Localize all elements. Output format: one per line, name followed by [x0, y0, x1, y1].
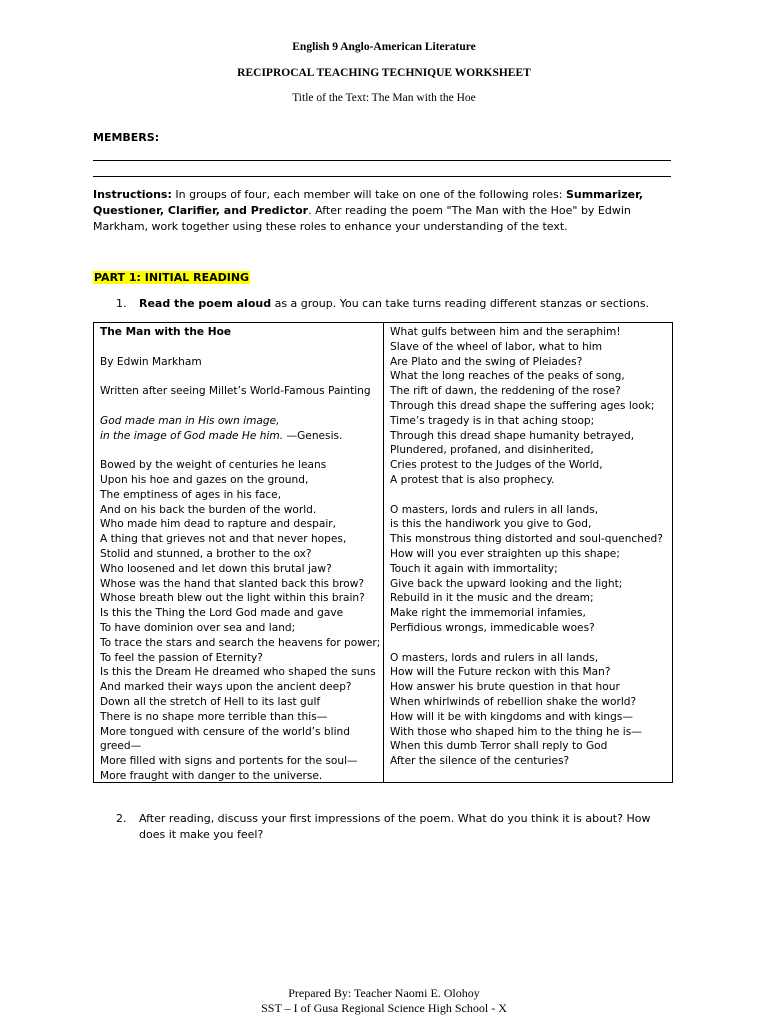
poem-line: Cries protest to the Judges of the World,	[390, 459, 603, 472]
poem-epigraph-line-2: in the image of God made He him. —Genesis.	[100, 429, 343, 442]
list-item-2-number: 2.	[116, 812, 127, 825]
poem-line: More fraught with danger to the universe.	[100, 769, 323, 782]
instructions-text-2: . After reading the poem "The Man with the Hoe" by Edwin Markham, work together using these roles to enhance your understanding of the text.	[93, 204, 631, 233]
instructions-paragraph	[93, 187, 673, 235]
poem-subtitle: Written after seeing Millet’s World-Famous Painting	[100, 385, 371, 398]
members-line-1	[93, 160, 671, 161]
poem-line: And marked their ways upon the ancient deep?	[100, 681, 352, 694]
poem-title: The Man with the Hoe	[100, 326, 232, 338]
poem-left-column	[100, 325, 382, 784]
poem-line: How answer his brute question in that hour	[390, 681, 620, 694]
poem-line: After the silence of the centuries?	[390, 755, 570, 768]
poem-line: A protest that is also prophecy.	[390, 473, 555, 486]
instructions-roles: Summarizer, Questioner, Clarifier, and Predictor	[93, 188, 644, 217]
poem-line: With those who shaped him to the thing he is—	[390, 725, 642, 738]
poem-line: The rift of dawn, the reddening of the rose?	[390, 385, 621, 398]
list-item-1-text: as a group. You can take turns reading different stanzas or sections.	[271, 297, 650, 310]
list-item-2-text: After reading, discuss your first impressions of the poem. What do you think it is about? How does it make you feel?	[139, 812, 651, 841]
poem-line: The emptiness of ages in his face,	[100, 488, 282, 501]
poem-line: Time’s tragedy is in that aching stoop;	[390, 414, 595, 427]
poem-line: Is this the Dream He dreamed who shaped the suns	[100, 666, 376, 679]
poem-line: To feel the passion of Eternity?	[100, 651, 263, 664]
list-item-1-bold: Read the poem aloud	[139, 297, 272, 310]
poem-line: How will you ever straighten up this shape;	[390, 547, 620, 560]
poem-right-stanza-1	[390, 325, 672, 488]
poem-line: Whose breath blew out the light within this brain?	[100, 592, 365, 605]
poem-line: Bowed by the weight of centuries he leans	[100, 459, 327, 472]
members-line-2	[93, 176, 671, 177]
poem-left-stanza	[100, 458, 382, 784]
poem-author: By Edwin Markham	[100, 355, 202, 368]
footer-prepared-by: Prepared By: Teacher Naomi E. Olohoy	[288, 986, 480, 1000]
poem-line: Perfidious wrongs, immedicable woes?	[390, 621, 595, 634]
poem-line: When this dumb Terror shall reply to God	[390, 740, 608, 753]
list-item-1-number: 1.	[116, 297, 127, 310]
poem-line: Down all the stretch of Hell to its last gulf	[100, 695, 321, 708]
poem-line: Through this dread shape the suffering ages look;	[390, 399, 655, 412]
poem-line: Are Plato and the swing of Pleiades?	[390, 355, 583, 368]
poem-line: And on his back the burden of the world.	[100, 503, 317, 516]
poem-line: To trace the stars and search the heavens for power;	[100, 636, 381, 649]
poem-line: This monstrous thing distorted and soul-quenched?	[390, 533, 663, 546]
poem-line: Touch it again with immortality;	[390, 562, 558, 575]
footer-school: SST – I of Gusa Regional Science High School - X	[261, 1001, 507, 1015]
poem-line: How will it be with kingdoms and with kings—	[390, 710, 633, 723]
poem-line: To have dominion over sea and land;	[100, 621, 296, 634]
poem-right-stanza-3	[390, 651, 672, 769]
poem-line: When whirlwinds of rebellion shake the world?	[390, 695, 637, 708]
poem-line: More tongued with censure of the world’s blind	[100, 725, 350, 738]
poem-line: Upon his hoe and gazes on the ground,	[100, 473, 309, 486]
poem-line: greed—	[100, 740, 142, 753]
poem-line: What gulfs between him and the seraphim!	[390, 326, 621, 338]
text-title: Title of the Text: The Man with the Hoe	[292, 92, 476, 104]
members-label: MEMBERS:	[93, 131, 160, 144]
poem-line: Is this the Thing the Lord God made and gave	[100, 607, 344, 620]
poem-table	[93, 322, 673, 783]
instructions-label: Instructions:	[93, 188, 172, 201]
poem-right-column	[390, 325, 672, 769]
poem-line: Make right the immemorial infamies,	[390, 607, 586, 620]
poem-line: Give back the upward looking and the light;	[390, 577, 623, 590]
list-item-2	[116, 811, 676, 843]
poem-line: Who made him dead to rapture and despair,	[100, 518, 337, 531]
poem-line: More filled with signs and portents for the soul—	[100, 755, 358, 768]
poem-line: Rebuild in it the music and the dream;	[390, 592, 594, 605]
poem-line: O masters, lords and rulers in all lands,	[390, 503, 599, 516]
poem-line: Slave of the wheel of labor, what to him	[390, 340, 603, 353]
poem-line: There is no shape more terrible than this—	[100, 710, 328, 723]
poem-line: Stolid and stunned, a brother to the ox?	[100, 547, 312, 560]
poem-line: Whose was the hand that slanted back this brow?	[100, 577, 365, 590]
poem-line: Plundered, profaned, and disinherited,	[390, 444, 594, 457]
worksheet-title: RECIPROCAL TEACHING TECHNIQUE WORKSHEET	[237, 67, 531, 79]
poem-line: How will the Future reckon with this Man?	[390, 666, 611, 679]
poem-line: A thing that grieves not and that never hopes,	[100, 533, 347, 546]
part1-heading: PART 1: INITIAL READING	[94, 271, 250, 284]
poem-line: Who loosened and let down this brutal jaw?	[100, 562, 332, 575]
poem-line: is this the handiwork you give to God,	[390, 518, 592, 531]
poem-right-stanza-2	[390, 503, 672, 636]
poem-line: O masters, lords and rulers in all lands,	[390, 651, 599, 664]
list-item-1	[116, 297, 649, 310]
poem-line: Through this dread shape humanity betrayed,	[390, 429, 635, 442]
instructions-text-1: In groups of four, each member will take on one of the following roles:	[171, 188, 566, 201]
course-title: English 9 Anglo-American Literature	[292, 41, 476, 53]
poem-table-divider	[383, 323, 384, 782]
poem-line: What the long reaches of the peaks of song,	[390, 370, 625, 383]
poem-epigraph-line-1: God made man in His own image,	[100, 414, 280, 427]
